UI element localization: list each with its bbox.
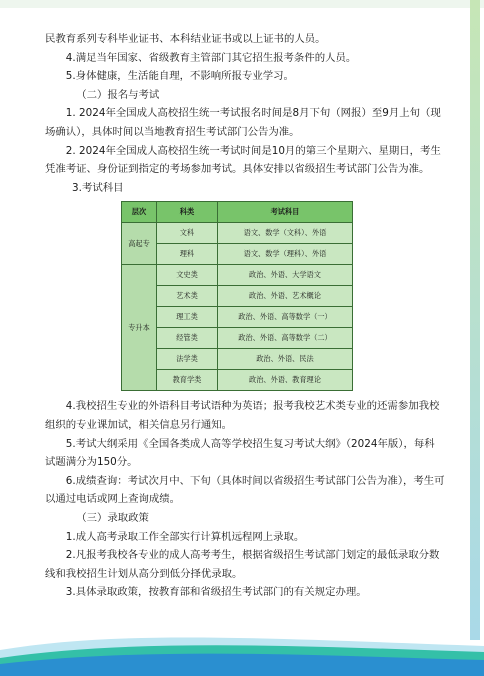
subjects-cell: 政治、外语、大学语文 xyxy=(218,265,353,286)
section-heading-admission: （三）录取政策 xyxy=(76,511,149,524)
subjects-cell: 政治、外语、高等数学（二） xyxy=(218,328,353,349)
score-query-note: 6.成绩查询：考试次月中、下旬（具体时间以省级招生考试部门公告为准），考生可以通过电话或网上查询成绩。 xyxy=(45,474,445,506)
table-row xyxy=(122,286,353,307)
exam-syllabus-note: 5.考试大纲采用《全国各类成人高等学校招生复习考试大纲》（2024年版），每科试题满分为150分。 xyxy=(45,437,435,469)
admission-policy-3: 3.具体录取政策，按教育部和省级招生考试部门的有关规定办理。 xyxy=(65,586,367,599)
exam-subjects-table xyxy=(121,201,353,391)
subjects-cell: 政治、外语、高等数学（一） xyxy=(218,307,353,328)
exam-subjects-heading: 3.考试科目 xyxy=(72,181,124,194)
paragraph-line-1: 民教育系列专科毕业证书、本科结业证书或以上证书的人员。 xyxy=(45,33,326,45)
category-cell: 文科 xyxy=(157,223,218,244)
exam-subjects-table-wrap xyxy=(121,201,445,391)
right-decoration-bar xyxy=(470,0,480,640)
category-cell: 理科 xyxy=(157,244,218,265)
category-cell: 法学类 xyxy=(157,349,218,370)
category-cell: 经管类 xyxy=(157,328,218,349)
table-header-row xyxy=(122,202,353,223)
table-row xyxy=(122,265,353,286)
table-row xyxy=(122,328,353,349)
subjects-cell: 政治、外语、艺术概论 xyxy=(218,286,353,307)
category-cell: 教育学类 xyxy=(157,370,218,391)
exam-time: 2. 2024年全国成人高校招生统一考试时间是10月的第三个星期六、星期日，考生凭准考证、身份证到指定的考场参加考试。具体安排以省级招生考试部门公告为准。 xyxy=(45,144,441,176)
registration-time: 1. 2024年全国成人高校招生统一考试报名时间是8月下旬（网报）至9月上旬（现场确认），具体时间以当地教育招生考试部门公告为准。 xyxy=(45,107,441,138)
header-category: 科类 xyxy=(157,202,218,223)
table-row xyxy=(122,370,353,391)
top-decoration-strip xyxy=(0,0,484,8)
requirement-4: 4.满足当年国家、省级教育主管部门其它招生报考条件的人员。 xyxy=(65,51,357,64)
subjects-cell: 语文、数学（文科）、外语 xyxy=(218,223,353,244)
header-level: 层次 xyxy=(122,202,157,223)
table-row xyxy=(122,223,353,244)
subjects-cell: 政治、外语、教育理论 xyxy=(218,370,353,391)
requirement-5: 5.身体健康，生活能自理，不影响所报专业学习。 xyxy=(65,70,294,83)
level-zhuanshengben: 专升本 xyxy=(122,265,157,391)
category-cell: 理工类 xyxy=(157,307,218,328)
table-row xyxy=(122,307,353,328)
category-cell: 文史类 xyxy=(157,265,218,286)
admission-policy-1: 1.成人高考录取工作全部实行计算机远程网上录取。 xyxy=(65,530,305,543)
bottom-wave-decoration xyxy=(0,616,484,676)
document-page xyxy=(45,30,445,602)
category-cell: 艺术类 xyxy=(157,286,218,307)
header-subjects: 考试科目 xyxy=(218,202,353,223)
subjects-cell: 语文、数学（理科）、外语 xyxy=(218,244,353,265)
section-heading-registration: （二）报名与考试 xyxy=(76,88,160,101)
level-gaoqizhuan: 高起专 xyxy=(122,223,157,265)
foreign-language-note: 4.我校招生专业的外语科目考试语种为英语；报考我校艺术类专业的还需参加我校组织的专业课加试，相关信息另行通知。 xyxy=(45,400,440,431)
table-row xyxy=(122,244,353,265)
table-row xyxy=(122,349,353,370)
admission-policy-2: 2.凡报考我校各专业的成人高考考生，根据省级招生考试部门划定的最低录取分数线和我校招生计划从高分到低分择优录取。 xyxy=(45,549,440,580)
subjects-cell: 政治、外语、民法 xyxy=(218,349,353,370)
